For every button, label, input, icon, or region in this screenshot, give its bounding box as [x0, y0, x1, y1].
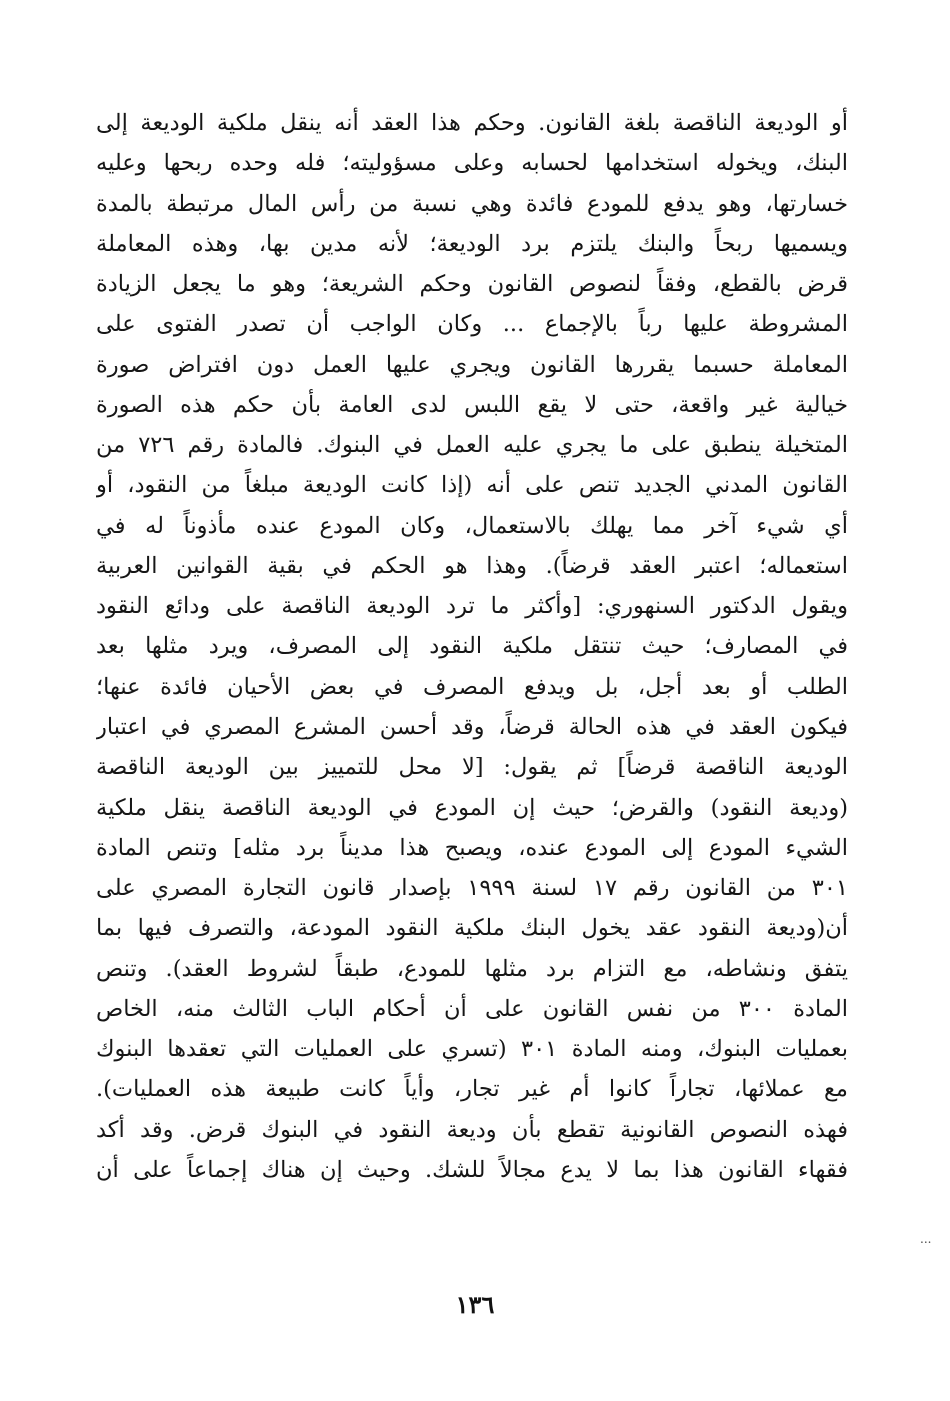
text-line: ٣٠١ من القانون رقم ١٧ لسنة ١٩٩٩ بإصدار قانون التجارة المصري على [96, 875, 848, 902]
text-line: ويقول الدكتور السنهوري: [وأكثر ما ترد الوديعة الناقصة على ودائع النقود [96, 593, 848, 620]
text-line: بعمليات البنوك، ومنه المادة ٣٠١ (تسري على العمليات التي تعقدها البنوك [96, 1036, 848, 1063]
text-line: استعماله؛ اعتبر العقد قرضاً). وهذا هو الحكم في بقية القوانين العربية [96, 552, 848, 579]
page-number: ١٣٦ [455, 1290, 495, 1319]
text-line: قرض بالقطع، وفقاً لنصوص القانون وحكم الشريعة؛ وهو ما يجعل الزيادة [96, 271, 848, 298]
margin-mark: ... [920, 1232, 932, 1246]
text-line: فيكون العقد في هذه الحالة قرضاً، وقد أحسن المشرع المصري في اعتبار [96, 713, 848, 740]
text-line: المشروطة عليها رباً بالإجماع ... وكان الواجب أن تصدر الفتوى على [96, 311, 848, 338]
text-line: الشيء المودع إلى المودع عنده، ويصبح هذا مديناً برد مثله] وتنص المادة [96, 834, 848, 861]
text-line: أن(وديعة النقود عقد يخول البنك ملكية النقود المودعة، والتصرف فيها بما [96, 915, 848, 942]
text-line: القانون المدني الجديد تنص على أنه (إذا كانت الوديعة مبلغاً من النقود، أو [96, 472, 848, 499]
text-line: فهذه النصوص القانونية تقطع بأن وديعة النقود في البنوك قرض. وقد أكد [96, 1116, 848, 1143]
text-line: خيالية غير واقعة، حتى لا يقع اللبس لدى العامة بأن حكم هذه الصورة [96, 391, 848, 418]
text-line: يتفق ونشاطه، مع التزام برد مثلها للمودع، طبقاً لشروط العقد). وتنص [96, 955, 848, 982]
text-line: الوديعة الناقصة قرضاً] ثم يقول: [لا محل للتمييز بين الوديعة الناقصة [96, 754, 848, 781]
text-line: ويسميها ربحاً والبنك يلتزم برد الوديعة؛ لأنه مدين بها، وهذه المعاملة [96, 230, 848, 257]
text-line: (وديعة النقود) والقرض؛ حيث إن المودع في الوديعة الناقصة ينقل ملكية [96, 794, 848, 821]
text-line: الطلب أو بعد أجل، بل ويدفع المصرف في بعض الأحيان فائدة عنها؛ [96, 673, 848, 700]
text-line: البنك، ويخوله استخدامها لحسابه وعلى مسؤوليته؛ فله وحده ربحها وعليه [96, 150, 848, 177]
text-line: أو الوديعة الناقصة بلغة القانون. وحكم هذا العقد أنه ينقل ملكية الوديعة إلى [96, 110, 848, 136]
body-text [96, 103, 848, 1190]
text-line: أي شيء آخر مما يهلك بالاستعمال، وكان المودع عنده مأذوناً له في [96, 512, 848, 539]
text-line: في المصارف؛ حيث تنتقل ملكية النقود إلى المصرف، ويرد مثلها بعد [96, 633, 848, 660]
text-line: فقهاء القانون هذا بما لا يدع مجالاً للشك. وحيث إن هناك إجماعاً على أن [96, 1156, 848, 1183]
text-line: المادة ٣٠٠ من نفس القانون على أن أحكام الباب الثالث منه، الخاص [96, 995, 848, 1022]
text-line: مع عملائها، تجاراً كانوا أم غير تجار، وأياً كانت طبيعة هذه العمليات). [96, 1076, 848, 1103]
text-line: المعاملة حسبما يقررها القانون ويجري عليها العمل دون افتراض صورة [96, 351, 848, 378]
text-line: المتخيلة ينطبق على ما يجري عليه العمل في البنوك. فالمادة رقم ٧٢٦ من [96, 432, 848, 459]
text-line: خسارتها، وهو يدفع للمودع فائدة وهي نسبة من رأس المال مرتبطة بالمدة [96, 190, 848, 217]
